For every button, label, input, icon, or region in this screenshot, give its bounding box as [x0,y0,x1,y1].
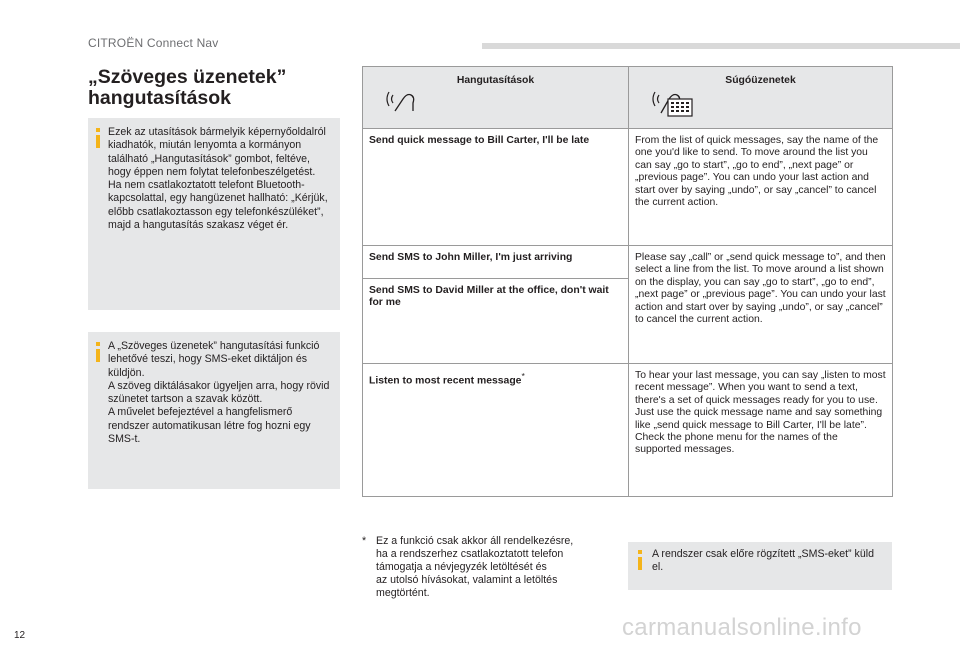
voice-command-icon [385,81,421,115]
command-cell [363,364,629,497]
header-voice-commands [363,67,629,129]
table-row [363,129,893,246]
footnote-marker: * [362,535,367,547]
header-bar [482,43,960,49]
response-cell: From the list of quick messages, say the name of the one you'd like to send. To move around the list you can say „go to start”, „go to end”, „next page” or „previous page”. You can undo your last action and start over by saying „undo”, or say „cancel” to cancel the current action. [629,129,893,246]
command-cell: Send SMS to David Miller at the office, don't wait for me [363,279,629,364]
command-cell: Send SMS to John Miller, I'm just arriving [363,246,629,279]
info-note-3 [628,542,892,590]
info-note-text: Ezek az utasítások bármelyik képernyőoldalról kiadhatók, miután lenyomta a kormányon található „Hangutasítások” gombot, feltéve, hogy éppen nem folytat telefonbeszélgetést. Ha nem csatlakoztatott telefont Bluetooth-kapcsolattal, egy hangüzenet hallható: „Kérjük, előbb csatlakoztasson egy telefonkészüléket”, majd a hangutasítás szakasz véget ér. [108,126,328,232]
info-icon [96,342,100,362]
page-number: 12 [14,630,26,641]
footnote-marker: * [521,371,525,381]
table-row [363,364,893,497]
footnote [362,535,624,600]
command-cell: Send quick message to Bill Carter, I'll be late [363,129,629,246]
watermark: carmanualsonline.info [622,614,862,641]
section-title: „Szöveges üzenetek” hangutasítások [88,66,287,109]
command-text: Listen to most recent message [369,375,522,387]
voice-command-table [362,66,893,497]
info-icon [638,550,642,570]
info-icon [96,128,100,148]
info-note-1 [88,118,340,310]
table-row [363,246,893,279]
info-note-2 [88,332,340,489]
response-cell: Please say „call” or „send quick message to”, and then select a line from the list. To move around a list shown on the display, you can say „go to start”, „go to end”, „next page” or „previous page”. You can undo your last action and start over by saying „undo”, or say „cancel” to cancel the current action. [629,246,893,364]
info-note-text: A rendszer csak előre rögzített „SMS-eket” küld el. [652,548,874,574]
header-help-messages [629,67,893,129]
footnote-text: Ez a funkció csak akkor áll rendelkezésre, ha a rendszerhez csatlakoztatott telefon támogatja a névjegyzék letöltését és az utolsó hívásokat, valamint a letöltés megtörtént. [376,535,574,599]
voice-help-icon [651,81,697,117]
header-label: Hangutasítások [456,75,535,86]
info-note-text: A „Szöveges üzenetek” hangutasítási funkció lehetővé teszi, hogy SMS-eket diktáljon és küldjön. A szöveg diktálásakor ügyeljen arra, hogy rövid szünetet tartson a szavak között. A művelet befejeztével a hangfelismerő rendszer automatikusan létre fog hozni egy SMS-t. [108,340,330,446]
response-cell: To hear your last message, you can say „listen to most recent message”. When you want to send a text, there's a set of quick messages ready for you to use. Just use the quick message name and say something like „send quick message to Bill Carter, I'll be late”. Check the phone menu for the names of the supported messages. [629,364,893,497]
header-title: CITROËN Connect Nav [88,36,219,50]
header-label: Súgóüzenetek [725,75,796,86]
